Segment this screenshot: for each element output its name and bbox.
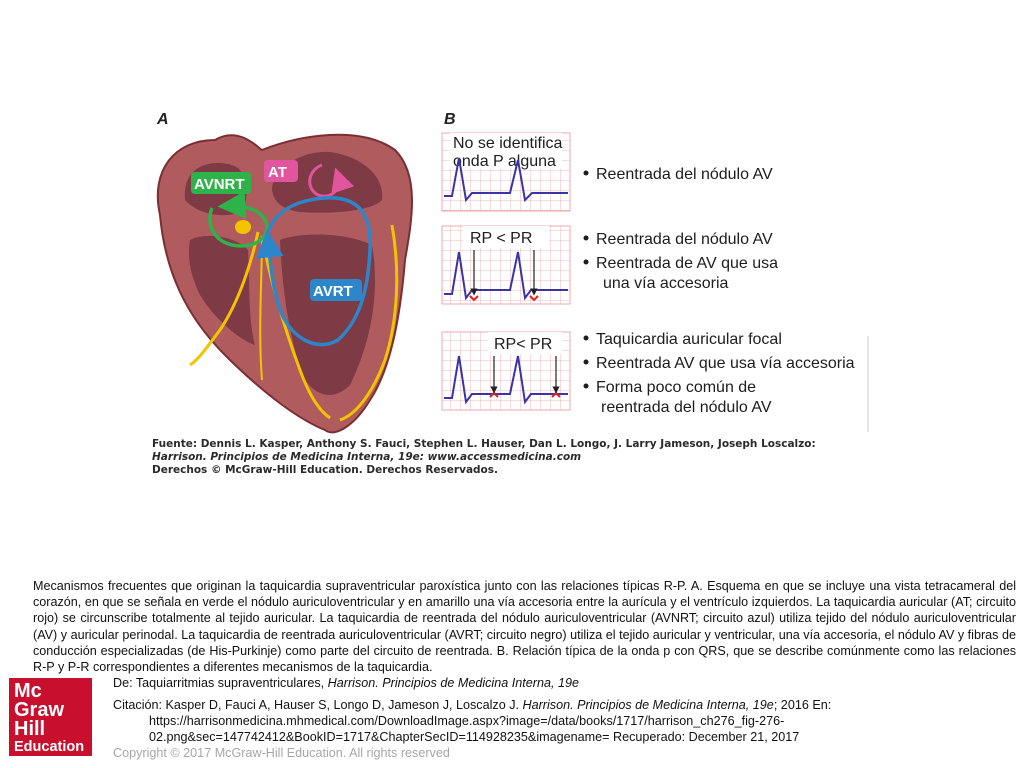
- at-label: AT: [268, 164, 287, 181]
- panel-b-letter: B: [444, 111, 456, 128]
- ecg-strip-2: [442, 226, 570, 304]
- strip-2-bullet-1: Reentrada del nódulo AV: [596, 231, 773, 248]
- citation-prefix: Citación: Kasper D, Fauci A, Hauser S, Longo D, Jameson J, Loscalzo J.: [113, 698, 523, 712]
- avnrt-label: AVNRT: [194, 176, 245, 193]
- strip-1-label-line2: onda P alguna: [453, 153, 556, 170]
- figure-caption: Mecanismos frecuentes que originan la taquicardia supraventricular paroxística junto con las relaciones típicas R-P. A. Esquema en que se incluye una vista tetracameral del corazón, en que se señala en verde el nódulo auriculoventricular y en amarillo una vía accesoria entre la aurícula y el ventrículo izquierdos. La taquicardia auricular (AT; circuito rojo) se circunscribe totalmente al tejido auricular. La taquicardia de reentrada del nódulo auriculoventricular (AVNRT; circuito azul) utiliza tejido del nódulo auriculoventricular (AV) y auricular perinodal. La taquicardia de reentrada auriculoventricular (AVRT; circuito negro) utiliza el tejido auricular y ventricular, una vía accesoria, el nódulo AV y fibras de conducción especializadas (de His-Purkinje) como parte del circuito de reentrada. B. Relación típica de la onda p con QRS, que se describe comúnmente como las relaciones R-P y P-R correspondientes a diferentes mecanismos de la taquicardia.: [33, 579, 1016, 675]
- source-line-3: Derechos © McGraw-Hill Education. Derechos Reservados.: [152, 464, 498, 476]
- from-line: [113, 675, 993, 691]
- strip-2-bullet-2-cont: una vía accesoria: [603, 275, 729, 292]
- strip-2-bullets: [584, 231, 779, 292]
- strip-1-bullet-1: Reentrada del nódulo AV: [596, 166, 773, 183]
- ecg-strip-3: [442, 332, 570, 410]
- from-prefix: De: Taquiarritmias supraventriculares,: [113, 676, 328, 690]
- source-line-2: Harrison. Principios de Medicina Interna, 19e: www.accessmedicina.com: [152, 451, 582, 463]
- strip-2-bullet-2: Reentrada de AV que usa: [596, 255, 779, 272]
- avrt-label: AVRT: [313, 283, 353, 300]
- logo-line-2: Graw: [14, 699, 65, 721]
- strip-1-bullets: [584, 166, 774, 183]
- logo-line-3: Hill: [14, 718, 46, 740]
- panel-a-letter: A: [157, 111, 169, 128]
- heart-diagram: [158, 135, 412, 433]
- logo-line-1: Mc: [14, 680, 42, 702]
- strip-3-bullets: [584, 331, 855, 416]
- from-title: Harrison. Principios de Medicina Interna, 19e: [327, 676, 579, 690]
- strip-3-bullet-3: Forma poco común de: [596, 379, 757, 396]
- citation-url-1[interactable]: https://harrisonmedicina.mhmedical.com/DownloadImage.aspx?image=/data/books/1717/harrison_ch276_fig-276-: [149, 714, 785, 728]
- strip-3-label: RP< PR: [494, 336, 553, 353]
- ecg-strip-1: [442, 133, 570, 211]
- logo-line-4: Education: [14, 739, 85, 755]
- strip-2-label: RP < PR: [470, 230, 533, 247]
- strip-3-bullet-3-cont: reentrada del nódulo AV: [601, 399, 772, 416]
- citation-year: ; 2016 En:: [773, 698, 832, 712]
- strip-3-bullet-1: Taquicardia auricular focal: [596, 331, 782, 348]
- copyright-notice: Copyright © 2017 McGraw-Hill Education. All rights reserved: [113, 746, 450, 760]
- citation: [113, 697, 993, 745]
- strip-3-bullet-2: Reentrada AV que usa vía accesoria: [596, 355, 855, 372]
- figure-source: [152, 438, 816, 476]
- av-node: [235, 220, 251, 234]
- mcgraw-hill-logo: [9, 678, 92, 756]
- source-line-1: Fuente: Dennis L. Kasper, Anthony S. Fauci, Stephen L. Hauser, Dan L. Longo, J. Larry Jameson, Joseph Loscalzo:: [152, 438, 816, 450]
- strip-1-label-line1: No se identifica: [453, 135, 563, 152]
- citation-url-2: 02.png&sec=147742412&BookID=1717&ChapterSecID=114928235&imagename= Recuperado: December 21, 2017: [149, 730, 800, 744]
- citation-title: Harrison. Principios de Medicina Interna, 19e: [522, 698, 774, 712]
